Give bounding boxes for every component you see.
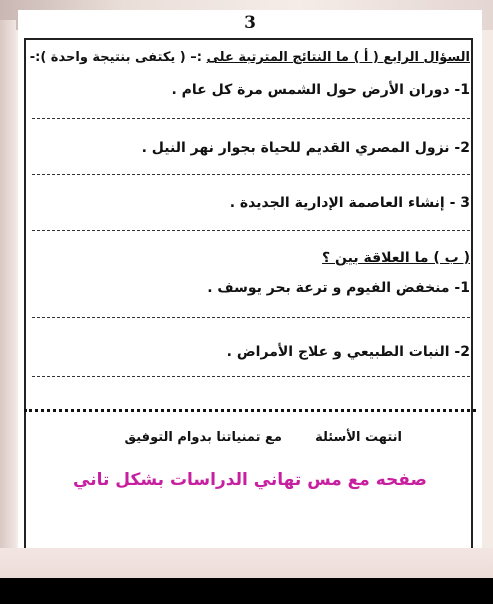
answer-line-1 (32, 118, 470, 119)
photo-bottom-edge (0, 548, 493, 578)
questions-end-text: انتهت الأسئلة (315, 430, 402, 445)
worksheet-page (18, 10, 482, 550)
photo-left-shadow (0, 20, 16, 560)
question-title-underlined: السؤال الرابع ( أ ) ما النتائج المترتبة على (206, 50, 470, 65)
black-bar (0, 578, 493, 604)
part-b-heading: ( ب ) ما العلاقة بين ؟ (322, 250, 470, 266)
good-luck-text: مع تمنياتنا بدوام التوفيق (124, 430, 282, 445)
answer-line-5 (32, 376, 470, 377)
answer-line-4 (32, 317, 470, 318)
part-b-item-1: 1- منخفض الفيوم و ترعة بحر يوسف . (207, 280, 470, 296)
dotted-separator (24, 409, 476, 412)
question-item-2: 2- نزول المصري القديم للحياة بجوار نهر النيل . (141, 140, 470, 156)
question-item-3: 3 - إنشاء العاصمة الإدارية الجديدة . (229, 195, 470, 211)
part-b-item-2: 2- النبات الطبيعي و علاج الأمراض . (226, 344, 470, 360)
question-title-rest: :– ( يكتفى بنتيجة واحدة ):- (29, 50, 207, 65)
teacher-signature: صفحه مع مس تهاني الدراسات بشكل تاني (73, 470, 427, 490)
page-number: 3 (244, 13, 256, 33)
answer-line-2 (32, 174, 470, 175)
question-four-title (30, 50, 470, 65)
question-item-1: 1- دوران الأرض حول الشمس مرة كل عام . (171, 82, 470, 98)
answer-line-3 (32, 230, 470, 231)
